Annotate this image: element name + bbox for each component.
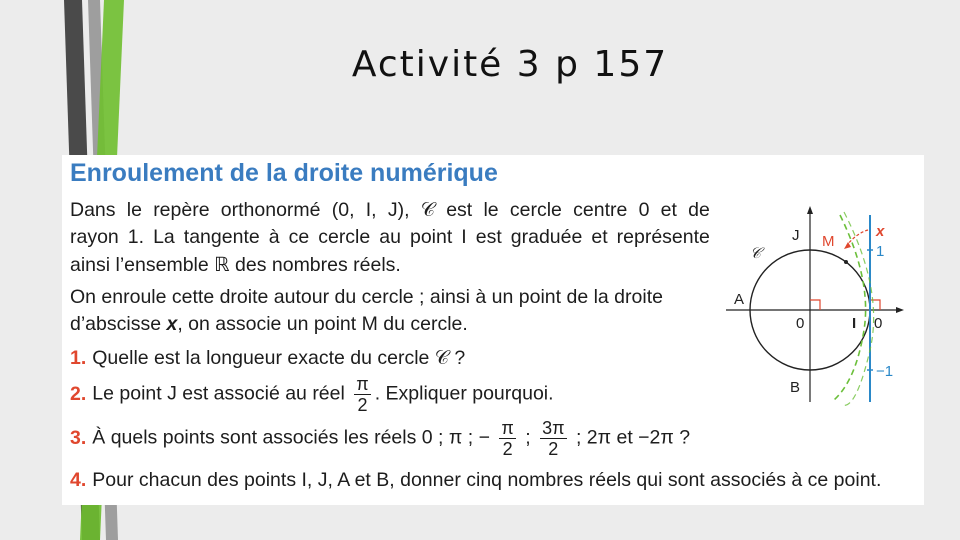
- question-4: 4. Pour chacun des points I, J, A et B, donner cinq nombres réels qui sont associés à ce point.: [70, 469, 882, 491]
- circle-label: 𝒞: [750, 245, 761, 262]
- question-number: 4.: [70, 469, 87, 491]
- intro-line-5: d’abscisse x, on associe un point M du cercle.: [70, 313, 468, 335]
- label-i: I: [852, 315, 857, 332]
- label-zero: 0: [874, 315, 883, 332]
- right-angle-marker: [810, 300, 820, 310]
- fraction-3pi-over-2: $\frac{3\pi}{2}$: [542, 418, 565, 459]
- intro-line-3: ainsi l’ensemble ℝ des nombres réels.: [70, 254, 401, 276]
- question-number: 2.: [70, 382, 87, 405]
- unit-circle-figure: [722, 200, 922, 410]
- fraction-pi-over-2: $\frac{\pi}{2}$: [356, 374, 369, 415]
- question-number: 1.: [70, 347, 87, 369]
- fraction-pi-over-2: $\frac{\pi}{2}$: [501, 418, 514, 459]
- label-b: B: [790, 379, 801, 396]
- question-2: 2. Le point J est associé au réel $\frac{\pi}{2}$ . Expliquer pourquoi.: [70, 374, 554, 415]
- label-j: J: [792, 227, 800, 244]
- wrapping-curve: [842, 212, 874, 405]
- question-number: 3.: [70, 426, 87, 449]
- intro-line-2: rayon 1. La tangente à ce cercle au point I est graduée et représente: [70, 226, 710, 248]
- x-axis-arrow: [896, 307, 904, 313]
- activity-card: [62, 155, 924, 505]
- label-one: 1: [876, 243, 885, 260]
- wrapping-curve: [834, 215, 866, 400]
- label-origin: 0: [796, 315, 805, 332]
- activity-heading: Enroulement de la droite numérique: [70, 159, 498, 187]
- point-m: [844, 260, 848, 264]
- label-a: A: [734, 291, 745, 308]
- intro-line-1: Dans le repère orthonormé (0, I, J), 𝒞 est le cercle centre 0 et de: [70, 199, 710, 221]
- question-3: 3. À quels points sont associés les réels 0 ; π ; − $\frac{\pi}{2}$ ; $\frac{3\pi}{2}$ ; 2π et −2π ?: [70, 418, 691, 459]
- question-1: 1. Quelle est la longueur exacte du cercle 𝒞 ?: [70, 347, 466, 369]
- y-axis-arrow: [807, 206, 813, 214]
- right-angle-marker: [870, 300, 880, 310]
- label-x: x: [876, 223, 885, 240]
- slide-title: Activité 3 p 157: [351, 44, 669, 85]
- label-minus-one: −1: [876, 363, 894, 380]
- label-m: M: [822, 233, 835, 250]
- intro-line-4: On enroule cette droite autour du cercle ; ainsi à un point de la droite: [70, 286, 663, 308]
